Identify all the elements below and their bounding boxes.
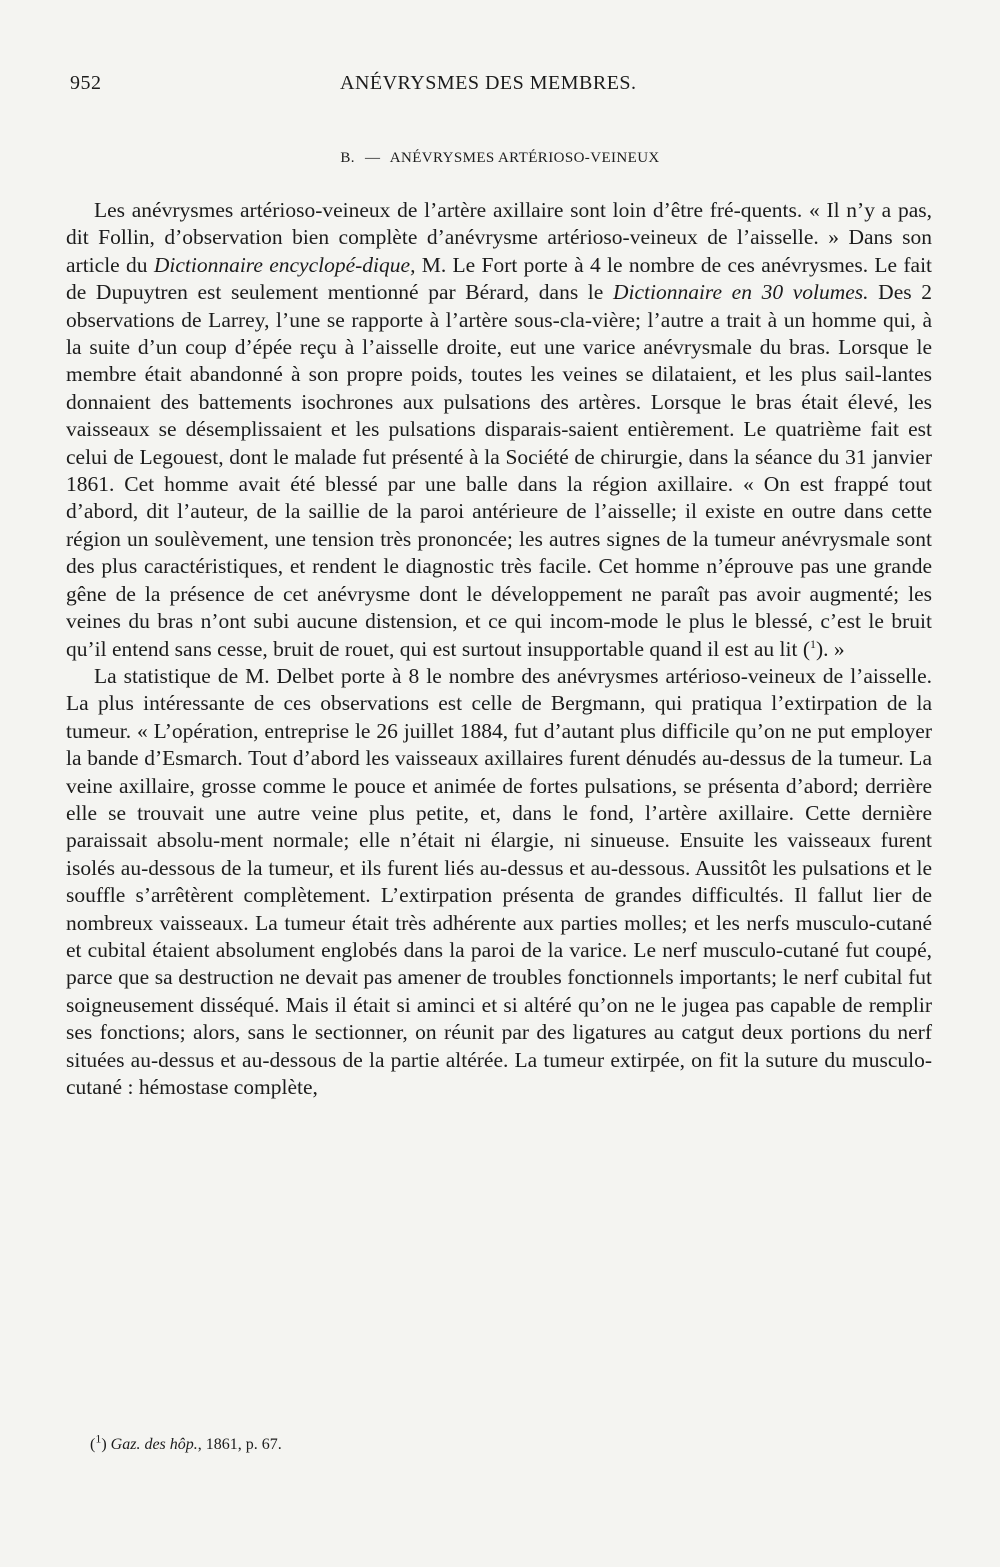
running-head — [70, 64, 940, 104]
footnote-reference: 1 — [810, 636, 816, 651]
paragraph-1-part-f: ). » — [816, 636, 845, 661]
footnote-source: Gaz. des hôp. — [110, 1436, 198, 1453]
work-title-dictionnaire-30-volumes: Dictionnaire en 30 volumes. — [612, 280, 869, 305]
paragraph-1-part-e: Des 2 observations de Larrey, l’une se rapporte à l’artère sous-cla-vière; l’autre a trait à un homme qui, à la suite d’un coup d’épée reçu à l’aisselle droite, eut une varice anévrysmale du bras. Lorsque le membre était abandonné à son propre poids, toutes les veines se dilataient, et les plus sail-lantes donnaient des battements isochrones aux pulsations des artères. Lorsque le bras était élevé, les vaisseaux se désemplissaient et les pulsations disparais-saient entièrement. Le quatrième fait est celui de Legouest, dont le malade fut présenté à la Société de chirurgie, dans la séance du 31 janvier 1861. Cet homme avait été blessé par une balle dans la région axillaire. « On est frappé tout d’abord, dit l’auteur, de la saillie de la paroi antérieure de l’aisselle; il existe en outre dans cette région un soulèvement, une tension très prononcée; les autres signes de la tumeur anévrysmale sont des plus caractéristiques, et rendent le diagnostic très facile. Cet homme n’éprouve pas une grande gêne de la présence de cet anévrysme dont le développement ne paraît pas avoir augmenté; les veines du bras n’ont subi aucune distension, et ce qui incom-mode le plus le blessé, c’est le bruit qu’il entend sans cesse, bruit de rouet, qui est surtout insupportable quand il est au lit ( — [66, 280, 932, 661]
section-title: ANÉVRYSMES ARTÉRIOSO-VEINEUX — [389, 150, 660, 166]
footnote-mark: 1 — [95, 1431, 102, 1446]
paragraph-1 — [66, 197, 932, 663]
page-number: 952 — [70, 72, 102, 94]
footnote-citation: , 1861, p. 67. — [197, 1436, 282, 1453]
paragraph-2: La statistique de M. Delbet porte à 8 le nombre des anévrysmes artérioso-veineux de l’aisselle. La plus intéressante de ces observations est celle de Bergmann, qui pratiqua l’extirpation de la tumeur. « L’opération, entreprise le 26 juillet 1884, fut d’autant plus difficile qu’on ne put employer la bande d’Esmarch. Tout d’abord les vaisseaux axillaires furent dénudés au-dessus de la tumeur. La veine axillaire, grosse comme le pouce et animée de fortes pulsations, se présenta d’abord; derrière elle se trouvait une autre veine plus petite, et, dans le fond, l’artère axillaire. Cette dernière paraissait absolu-ment normale; elle n’était ni élargie, ni sinueuse. Ensuite les vaisseaux furent isolés au-dessous de la tumeur, et ils furent liés au-dessus et au-dessous. Aussitôt les pulsations et le souffle s’arrêtèrent complètement. L’extirpation présenta de grandes difficultés. Il fallut lier de nombreux vaisseaux. La tumeur était très adhérente aux parties molles; et les nerfs musculo-cutané et cubital étaient absolument englobés dans la paroi de la varice. Le nerf musculo-cutané fut coupé, parce que sa destruction ne devait pas amener de troubles fonctionnels importants; le nerf cubital fut soigneusement disséqué. Mais il était si aminci et si altéré qu’on ne le jugea pas capable de remplir ses fonctions; alors, sans le sectionner, on réunit par des ligatures au catgut deux portions du nerf situées au-dessus et au-dessous de la partie altérée. La tumeur extirpée, on fit la suture du musculo-cutané : hémostase complète, — [66, 663, 932, 1099]
work-title-dictionnaire-encyclopedique: Dictionnaire encyclopé-dique, — [153, 252, 416, 277]
footnote: ($^1$) Gaz. des hôp., 1861, p. 67. — [90, 1431, 282, 1453]
paragraph-1-part-c: M. Le Fort porte à 4 le nombre de ces anévrysmes. Le fait de Dupuytren est seulement mentionné par Bérard, dans le — [66, 252, 933, 305]
section-dash: — — [365, 150, 381, 166]
paragraph-1-part-a: Les anévrysmes artérioso-veineux de l’artère axillaire sont loin d’être fré-quents. « Il n’y a pas, dit Follin, d’observation bien complète d’anévrysme artérioso-veineux de l’aisselle. » Dans son article du — [66, 198, 932, 277]
section-heading — [0, 150, 1000, 167]
running-title: ANÉVRYSMES DES MEMBRES. — [340, 72, 637, 94]
section-letter: B. — [340, 150, 355, 166]
body-text — [66, 197, 932, 1101]
